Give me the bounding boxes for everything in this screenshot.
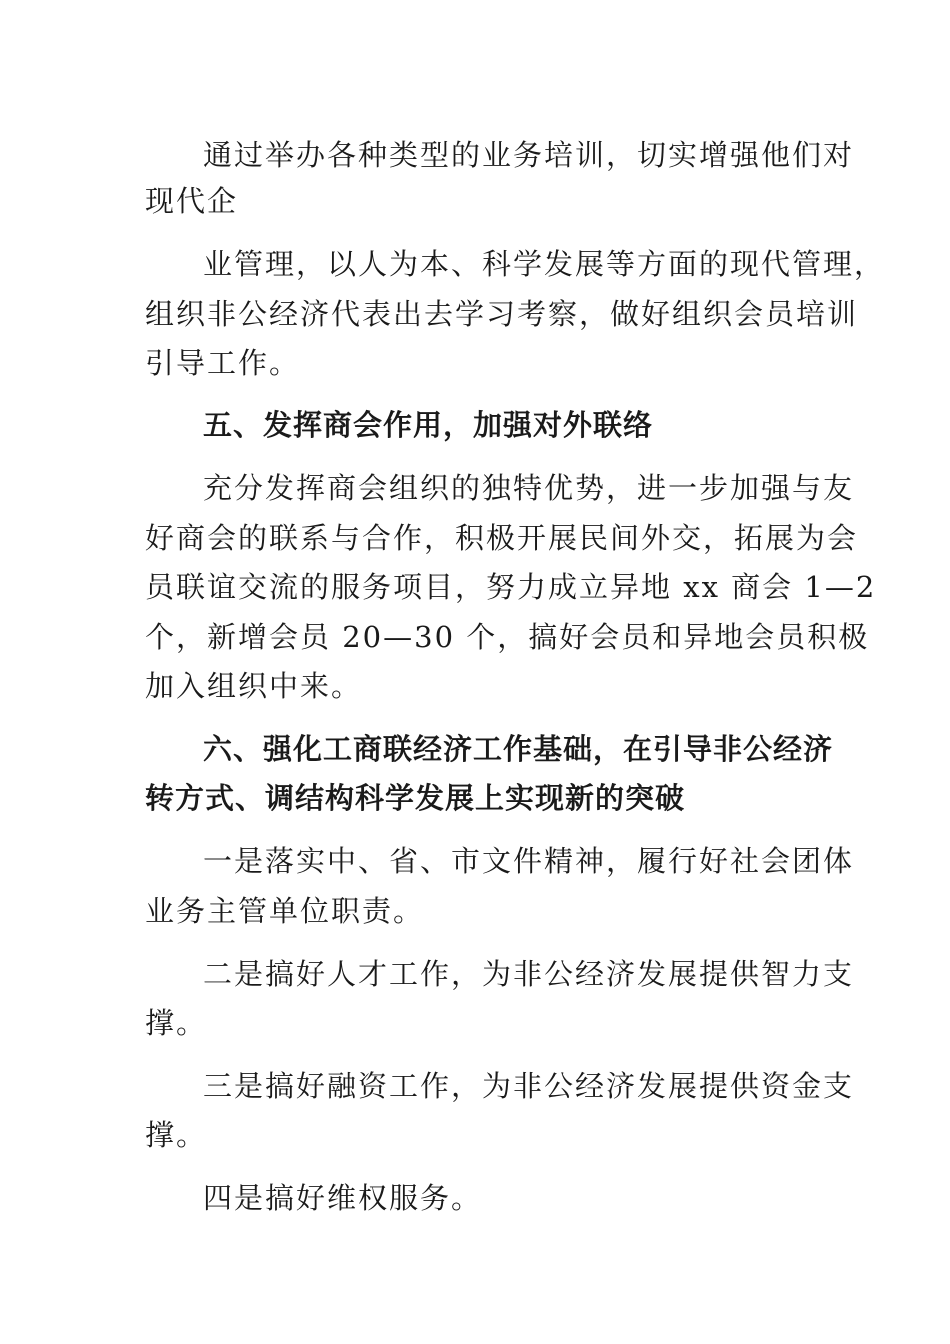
paragraph-2-line-2: 组织非公经济代表出去学习考察，做好组织会员培训 — [145, 297, 859, 331]
paragraph-3-line-5: 加入组织中来。 — [145, 669, 363, 703]
paragraph-3-line-2: 好商会的联系与合作，积极开展民间外交，拓展为会 — [145, 521, 859, 555]
section-heading-6-line-1: 六、强化工商联经济工作基础，在引导非公经济 — [203, 732, 834, 766]
section-heading-5: 五、发挥商会作用，加强对外联络 — [203, 408, 654, 442]
paragraph-3-line-3: 员联谊交流的服务项目，努力成立异地 xx 商会 1—2 — [145, 570, 877, 604]
paragraph-6-line-2: 撑。 — [145, 1118, 208, 1152]
section-heading-6-line-2: 转方式、调结构科学发展上实现新的突破 — [145, 781, 686, 815]
paragraph-7-line-1: 四是搞好维权服务。 — [203, 1181, 483, 1215]
paragraph-3-line-4: 个，新增会员 20—30 个，搞好会员和异地会员积极 — [145, 620, 870, 654]
paragraph-4-line-2: 业务主管单位职责。 — [145, 894, 425, 928]
paragraph-3-line-1: 充分发挥商会组织的独特优势，进一步加强与友 — [203, 471, 855, 505]
paragraph-4-line-1: 一是落实中、省、市文件精神，履行好社会团体 — [203, 844, 855, 878]
paragraph-1-line-1: 通过举办各种类型的业务培训，切实增强他们对 — [203, 138, 855, 172]
paragraph-5-line-2: 撑。 — [145, 1006, 208, 1040]
paragraph-5-line-1: 二是搞好人才工作，为非公经济发展提供智力支 — [203, 957, 855, 991]
paragraph-1-line-2: 现代企 — [145, 184, 239, 218]
paragraph-6-line-1: 三是搞好融资工作，为非公经济发展提供资金支 — [203, 1069, 855, 1103]
paragraph-2-line-3: 引导工作。 — [145, 346, 301, 380]
paragraph-2-line-1: 业管理，以人为本、科学发展等方面的现代管理， — [203, 247, 886, 281]
